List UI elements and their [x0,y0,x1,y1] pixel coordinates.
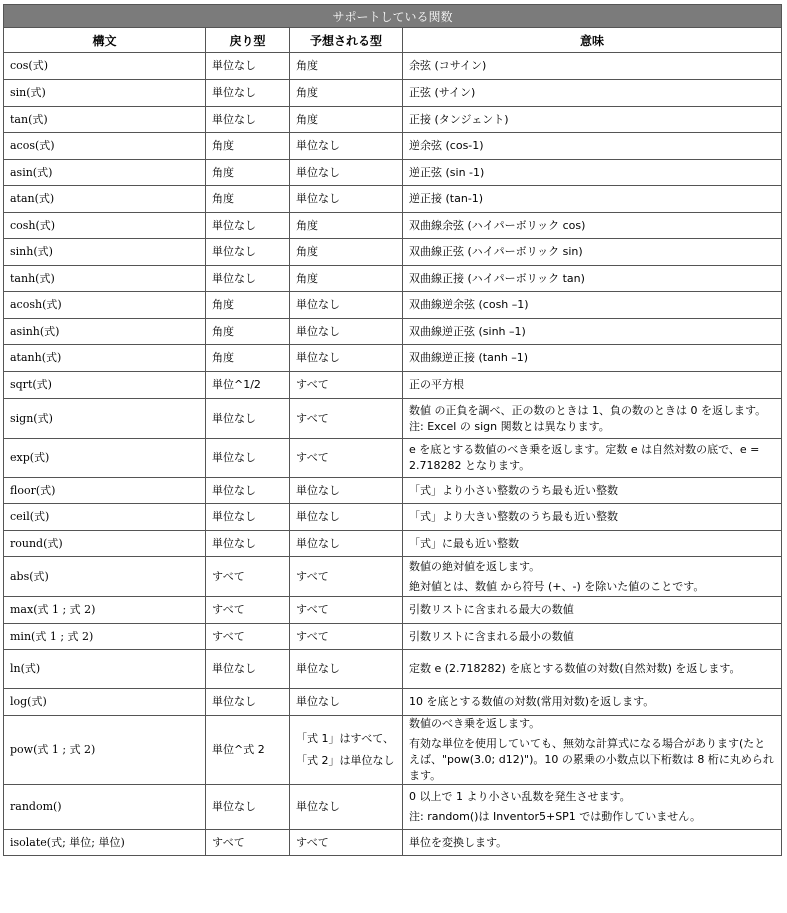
cell-expected-type-text: 単位なし [296,800,340,813]
cell-return-type-text: 単位なし [212,245,256,258]
cell-meaning [403,107,782,133]
cell-meaning-text: 0 以上で 1 より小さい乱数を発生させます。 [409,790,631,803]
table-row [4,80,782,107]
cell-syntax: log(式) [4,689,206,716]
cell-expected-type [290,319,403,345]
cell-return-type [206,830,290,856]
cell-meaning-text: 「式」に最も近い整数 [409,536,519,550]
table-row [4,345,782,372]
cell-return-type [206,292,290,319]
cell-expected-type [290,650,403,689]
cell-expected-type-text: 単位なし [296,510,340,523]
cell-syntax: atan(式) [4,186,206,213]
header-meaning: 意味 [403,28,782,53]
cell-meaning-text: 単位を変換します。 [409,835,508,849]
header-syntax: 構文 [4,28,206,53]
cell-syntax: round(式) [4,531,206,557]
cell-expected-type [290,624,403,650]
cell-expected-type [290,266,403,292]
cell-meaning [403,830,782,856]
cell-expected-type-text: 角度 [296,245,318,258]
cell-return-type-text: 角度 [212,298,234,311]
cell-meaning [403,160,782,186]
cell-expected-type [290,292,403,319]
table-row [4,266,782,292]
cell-expected-type [290,53,403,80]
cell-meaning-text: 正接 (タンジェント) [409,112,509,126]
cell-return-type [206,624,290,650]
cell-expected-type [290,830,403,856]
cell-return-type-text: 角度 [212,324,234,338]
cell-meaning-text: 絶対値とは、数値 から符号 (+、-) を除いた値のことです。 [409,579,705,593]
table-row [4,531,782,557]
cell-meaning [403,239,782,266]
cell-return-type-text: 単位なし [212,86,256,99]
cell-return-type-text: 単位なし [212,662,256,675]
cell-meaning-text: 有効な単位を使用していても、無効な計算式になる場合があります(たとえば、"pow(3.0; d12)")。10 の累乗の小数点以下桁数は 8 桁に丸められます。 [409,737,774,782]
table-row [4,504,782,531]
cell-meaning [403,345,782,372]
cell-expected-type [290,399,403,439]
table-row [4,399,782,439]
cell-expected-type-text: すべて [296,569,329,583]
table-row [4,716,782,785]
cell-meaning-text: 双曲線逆正接 (tanh –1) [409,351,529,364]
cell-return-type [206,266,290,292]
table-row [4,689,782,716]
cell-expected-type-text: 単位なし [296,298,340,311]
table-row [4,830,782,856]
cell-return-type-text: 角度 [212,139,234,152]
cell-meaning-text: 「式」より小さい整数のうち最も近い整数 [409,483,618,497]
cell-return-type-text: 角度 [212,165,234,179]
cell-syntax: ceil(式) [4,504,206,531]
cell-syntax: ln(式) [4,650,206,689]
cell-meaning-text: 余弦 (コサイン) [409,59,487,72]
table-row [4,597,782,624]
cell-expected-type [290,557,403,597]
header-return-type: 戻り型 [206,28,290,53]
cell-syntax: atanh(式) [4,345,206,372]
cell-expected-type [290,345,403,372]
cell-return-type-text: 角度 [212,192,234,205]
cell-expected-type [290,689,403,716]
cell-meaning [403,716,782,785]
cell-expected-type [290,785,403,830]
cell-meaning-text: 双曲線逆余弦 (cosh –1) [409,298,529,311]
cell-meaning-text: 数値のべき乗を返します。 [409,717,541,730]
cell-syntax: cosh(式) [4,213,206,239]
cell-syntax: exp(式) [4,439,206,478]
cell-return-type-text: 単位なし [212,510,256,523]
cell-meaning [403,557,782,597]
cell-expected-type-text: 単位なし [296,139,340,152]
cell-syntax: asin(式) [4,160,206,186]
cell-expected-type [290,531,403,557]
cell-return-type [206,133,290,160]
cell-return-type-text: 角度 [212,351,234,364]
cell-return-type [206,716,290,785]
cell-expected-type [290,80,403,107]
cell-return-type-text: 単位なし [212,411,256,425]
cell-meaning [403,372,782,399]
cell-meaning [403,689,782,716]
cell-return-type [206,186,290,213]
cell-expected-type [290,716,403,785]
cell-return-type [206,439,290,478]
table-row [4,133,782,160]
cell-meaning [403,292,782,319]
cell-expected-type-text: 単位なし [296,536,340,550]
table-row [4,186,782,213]
cell-expected-type-text: 単位なし [296,662,340,675]
cell-return-type [206,319,290,345]
cell-return-type-text: 単位なし [212,695,256,708]
cell-expected-type-text: 単位なし [296,695,340,708]
cell-meaning [403,399,782,439]
cell-expected-type-text: 単位なし [296,483,340,497]
cell-expected-type-text: 角度 [296,59,318,72]
cell-meaning-text: 数値 の正負を調べ、正の数のときは 1、負の数のときは 0 を返します。 注: Excel の sign 関数とは異なります。 [409,403,767,433]
cell-syntax: min(式 1 ; 式 2) [4,624,206,650]
table-row [4,107,782,133]
table-row [4,439,782,478]
cell-expected-type-text: 角度 [296,271,318,285]
cell-expected-type-text: 角度 [296,86,318,99]
table-row [4,239,782,266]
cell-syntax: asinh(式) [4,319,206,345]
cell-expected-type [290,597,403,624]
cell-syntax: floor(式) [4,478,206,504]
table-row [4,785,782,830]
cell-expected-type [290,160,403,186]
cell-return-type-text: 単位なし [212,112,256,126]
cell-expected-type [290,213,403,239]
cell-meaning [403,266,782,292]
table-row [4,53,782,80]
cell-return-type [206,504,290,531]
header-expected-type: 予想される型 [290,28,403,53]
cell-meaning-text: 正の平方根 [409,378,464,391]
cell-expected-type-text: 角度 [296,218,318,232]
cell-expected-type-text: 単位なし [296,324,340,338]
table-row [4,213,782,239]
cell-meaning-text: 双曲線逆正弦 (sinh –1) [409,324,526,338]
cell-return-type-text: 単位^1/2 [212,378,261,391]
cell-syntax: sign(式) [4,399,206,439]
cell-return-type-text: 単位なし [212,271,256,285]
cell-meaning [403,133,782,160]
cell-return-type-text: 単位なし [212,59,256,72]
cell-expected-type [290,504,403,531]
cell-expected-type-text: 「式 2」は単位なし [296,754,395,767]
cell-meaning-text: 双曲線正接 (ハイパーボリック tan) [409,271,585,285]
table-row [4,557,782,597]
cell-syntax: tanh(式) [4,266,206,292]
cell-syntax: sin(式) [4,80,206,107]
cell-return-type-text: 単位なし [212,483,256,497]
cell-meaning [403,478,782,504]
cell-return-type-text: 単位なし [212,218,256,232]
table-row [4,319,782,345]
cell-return-type [206,478,290,504]
functions-table [3,4,782,856]
cell-meaning [403,186,782,213]
cell-return-type [206,557,290,597]
cell-meaning [403,80,782,107]
cell-return-type [206,80,290,107]
cell-syntax: acos(式) [4,133,206,160]
cell-meaning-text: 注: random()は Inventor5+SP1 では動作していません。 [409,810,701,823]
cell-syntax: abs(式) [4,557,206,597]
table-header-row [4,28,782,53]
table-title-row [4,5,782,28]
cell-expected-type-text: 単位なし [296,192,340,205]
cell-expected-type-text: すべて [296,603,329,616]
cell-meaning-text: 正弦 (サイン) [409,86,476,99]
cell-expected-type-text: 単位なし [296,351,340,364]
cell-return-type-text: すべて [212,835,245,849]
cell-meaning-text: 双曲線正弦 (ハイパーボリック sin) [409,245,583,258]
cell-expected-type-text: 角度 [296,112,318,126]
cell-meaning [403,650,782,689]
cell-return-type [206,345,290,372]
cell-meaning [403,53,782,80]
cell-expected-type-text: すべて [296,835,329,849]
cell-syntax: random() [4,785,206,830]
cell-meaning-text: 逆正弦 (sin -1) [409,165,485,179]
table-row [4,372,782,399]
cell-expected-type [290,439,403,478]
cell-syntax: max(式 1 ; 式 2) [4,597,206,624]
cell-meaning-text: 引数リストに含まれる最大の数値 [409,603,574,616]
cell-expected-type-text: すべて [296,378,329,391]
cell-return-type [206,689,290,716]
cell-syntax: cos(式) [4,53,206,80]
cell-return-type [206,372,290,399]
cell-return-type-text: すべて [212,569,245,583]
cell-return-type [206,107,290,133]
cell-syntax: tan(式) [4,107,206,133]
cell-return-type [206,785,290,830]
cell-expected-type [290,372,403,399]
cell-return-type-text: すべて [212,629,245,643]
table-title: サポートしている関数 [4,5,782,28]
table-row [4,292,782,319]
table-row [4,650,782,689]
cell-meaning [403,597,782,624]
cell-syntax: sqrt(式) [4,372,206,399]
cell-meaning [403,213,782,239]
cell-return-type [206,531,290,557]
cell-return-type [206,160,290,186]
cell-expected-type [290,478,403,504]
cell-syntax: sinh(式) [4,239,206,266]
cell-meaning-text: 「式」より大きい整数のうち最も近い整数 [409,510,618,523]
cell-expected-type [290,186,403,213]
cell-expected-type-text: すべて [296,451,329,464]
cell-syntax: pow(式 1 ; 式 2) [4,716,206,785]
cell-meaning-text: e を底とする数値のべき乗を返します。定数 e は自然対数の底で、e = 2.718282 となります。 [409,443,760,472]
cell-return-type-text: 単位なし [212,536,256,550]
cell-syntax: acosh(式) [4,292,206,319]
cell-expected-type [290,239,403,266]
cell-meaning [403,504,782,531]
cell-meaning-text: 数値の絶対値を返します。 [409,559,541,573]
cell-meaning [403,624,782,650]
cell-expected-type-text: 「式 1」はすべて、 [296,732,395,745]
cell-return-type [206,213,290,239]
cell-expected-type-text: 単位なし [296,165,340,179]
cell-meaning [403,439,782,478]
cell-meaning-text: 10 を底とする数値の対数(常用対数)を返します。 [409,695,655,708]
cell-return-type-text: すべて [212,603,245,616]
cell-return-type [206,399,290,439]
cell-return-type [206,239,290,266]
table-row [4,478,782,504]
cell-syntax: isolate(式; 単位; 単位) [4,830,206,856]
cell-meaning-text: 逆正接 (tan-1) [409,192,484,205]
table-row [4,624,782,650]
cell-return-type [206,650,290,689]
cell-meaning-text: 逆余弦 (cos-1) [409,139,484,152]
cell-meaning-text: 定数 e (2.718282) を底とする数値の対数(自然対数) を返します。 [409,662,741,675]
table-row [4,160,782,186]
cell-meaning [403,319,782,345]
cell-return-type-text: 単位なし [212,451,256,464]
cell-meaning-text: 引数リストに含まれる最小の数値 [409,629,574,643]
cell-meaning [403,785,782,830]
cell-return-type [206,597,290,624]
cell-expected-type-text: すべて [296,629,329,643]
cell-expected-type [290,133,403,160]
cell-meaning-text: 双曲線余弦 (ハイパーボリック cos) [409,218,586,232]
cell-return-type [206,53,290,80]
cell-meaning [403,531,782,557]
cell-expected-type [290,107,403,133]
cell-return-type-text: 単位なし [212,800,256,813]
cell-return-type-text: 単位^式 2 [212,743,265,756]
cell-expected-type-text: すべて [296,411,329,425]
